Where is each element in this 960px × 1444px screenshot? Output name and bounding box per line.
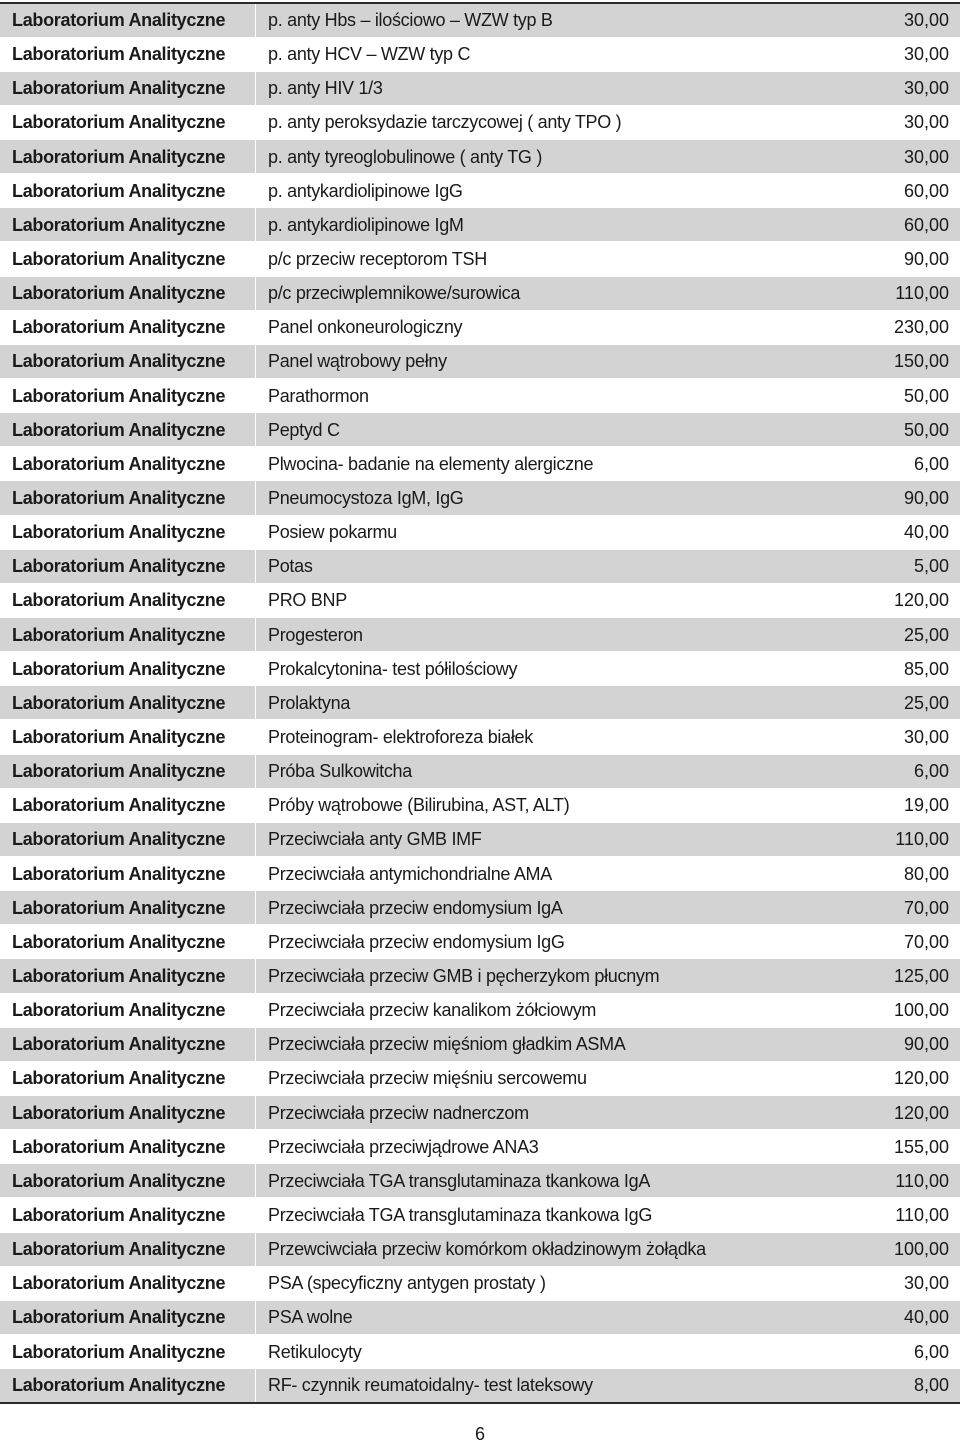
table-row: [0, 686, 960, 720]
laboratory-name-cell: Laboratorium Analityczne: [0, 1232, 256, 1266]
table-row: [0, 549, 960, 583]
price-cell: 40,00: [868, 1300, 960, 1334]
price-cell: 8,00: [868, 1369, 960, 1403]
price-cell: 100,00: [868, 1232, 960, 1266]
test-name-cell: Przeciwciała TGA transglutaminaza tkankowa IgG: [256, 1198, 869, 1232]
price-cell: 70,00: [868, 925, 960, 959]
price-cell: 5,00: [868, 549, 960, 583]
table-row: [0, 1232, 960, 1266]
laboratory-name-cell: Laboratorium Analityczne: [0, 549, 256, 583]
laboratory-name-cell: Laboratorium Analityczne: [0, 583, 256, 617]
table-row: [0, 1198, 960, 1232]
test-name-cell: Przeciwciała przeciw GMB i pęcherzykom płucnym: [256, 959, 869, 993]
laboratory-name-cell: Laboratorium Analityczne: [0, 891, 256, 925]
test-name-cell: Przeciwciała przeciw endomysium IgG: [256, 925, 869, 959]
laboratory-name-cell: Laboratorium Analityczne: [0, 1061, 256, 1095]
price-cell: 30,00: [868, 105, 960, 139]
test-name-cell: p. anty peroksydazie tarczycowej ( anty TPO ): [256, 105, 869, 139]
test-name-cell: Próba Sulkowitcha: [256, 754, 869, 788]
test-name-cell: RF- czynnik reumatoidalny- test lateksowy: [256, 1369, 869, 1403]
table-row: [0, 413, 960, 447]
price-cell: 30,00: [868, 720, 960, 754]
test-name-cell: Przeciwciała przeciw kanalikom żółciowym: [256, 993, 869, 1027]
test-name-cell: Panel onkoneurologiczny: [256, 310, 869, 344]
test-name-cell: Posiew pokarmu: [256, 515, 869, 549]
laboratory-name-cell: Laboratorium Analityczne: [0, 174, 256, 208]
test-name-cell: p. antykardiolipinowe IgG: [256, 174, 869, 208]
price-cell: 40,00: [868, 515, 960, 549]
test-name-cell: Przeciwciała przeciw mięśniu sercowemu: [256, 1061, 869, 1095]
test-name-cell: Potas: [256, 549, 869, 583]
test-name-cell: Retikulocyty: [256, 1334, 869, 1368]
test-name-cell: Przewciwciała przeciw komórkom okładzinowym żołądka: [256, 1232, 869, 1266]
price-cell: 100,00: [868, 993, 960, 1027]
table-row: [0, 276, 960, 310]
table-row: [0, 71, 960, 105]
table-row: [0, 515, 960, 549]
table-row: [0, 140, 960, 174]
laboratory-name-cell: Laboratorium Analityczne: [0, 37, 256, 71]
table-row: [0, 481, 960, 515]
price-list-table: [0, 2, 960, 1404]
page-number: 6: [474, 1424, 485, 1444]
table-row: [0, 37, 960, 71]
table-row: [0, 1164, 960, 1198]
laboratory-name-cell: Laboratorium Analityczne: [0, 481, 256, 515]
laboratory-name-cell: Laboratorium Analityczne: [0, 618, 256, 652]
laboratory-name-cell: Laboratorium Analityczne: [0, 1130, 256, 1164]
table-row: [0, 857, 960, 891]
table-row: [0, 583, 960, 617]
table-row: [0, 891, 960, 925]
laboratory-name-cell: Laboratorium Analityczne: [0, 105, 256, 139]
test-name-cell: Progesteron: [256, 618, 869, 652]
test-name-cell: Próby wątrobowe (Bilirubina, AST, ALT): [256, 788, 869, 822]
test-name-cell: PSA (specyficzny antygen prostaty ): [256, 1266, 869, 1300]
table-row: [0, 447, 960, 481]
table-row: [0, 788, 960, 822]
laboratory-name-cell: Laboratorium Analityczne: [0, 140, 256, 174]
laboratory-name-cell: Laboratorium Analityczne: [0, 1266, 256, 1300]
test-name-cell: p. anty Hbs – ilościowo – WZW typ B: [256, 3, 869, 37]
test-name-cell: p/c przeciw receptorom TSH: [256, 242, 869, 276]
test-name-cell: Parathormon: [256, 379, 869, 413]
laboratory-name-cell: Laboratorium Analityczne: [0, 1300, 256, 1334]
test-name-cell: Proteinogram- elektroforeza białek: [256, 720, 869, 754]
test-name-cell: Przeciwciała antymichondrialne AMA: [256, 857, 869, 891]
test-name-cell: Prokalcytonina- test półilościowy: [256, 652, 869, 686]
laboratory-name-cell: Laboratorium Analityczne: [0, 71, 256, 105]
laboratory-name-cell: Laboratorium Analityczne: [0, 686, 256, 720]
table-row: [0, 105, 960, 139]
price-cell: 110,00: [868, 276, 960, 310]
laboratory-name-cell: Laboratorium Analityczne: [0, 379, 256, 413]
test-name-cell: p. anty tyreoglobulinowe ( anty TG ): [256, 140, 869, 174]
laboratory-name-cell: Laboratorium Analityczne: [0, 1164, 256, 1198]
table-row: [0, 208, 960, 242]
laboratory-name-cell: Laboratorium Analityczne: [0, 3, 256, 37]
laboratory-name-cell: Laboratorium Analityczne: [0, 242, 256, 276]
test-name-cell: PSA wolne: [256, 1300, 869, 1334]
price-cell: 85,00: [868, 652, 960, 686]
price-cell: 30,00: [868, 1266, 960, 1300]
price-cell: 50,00: [868, 379, 960, 413]
test-name-cell: p/c przeciwplemnikowe/surowica: [256, 276, 869, 310]
price-cell: 90,00: [868, 242, 960, 276]
price-cell: 120,00: [868, 583, 960, 617]
laboratory-name-cell: Laboratorium Analityczne: [0, 720, 256, 754]
price-cell: 60,00: [868, 174, 960, 208]
table-row: [0, 1027, 960, 1061]
price-cell: 120,00: [868, 1061, 960, 1095]
price-cell: 30,00: [868, 3, 960, 37]
table-row: [0, 3, 960, 37]
price-cell: 230,00: [868, 310, 960, 344]
test-name-cell: Przeciwciała przeciwjądrowe ANA3: [256, 1130, 869, 1164]
table-row: [0, 310, 960, 344]
laboratory-name-cell: Laboratorium Analityczne: [0, 1096, 256, 1130]
table-row: [0, 720, 960, 754]
table-row: [0, 1334, 960, 1368]
table-row: [0, 925, 960, 959]
table-row: [0, 754, 960, 788]
table-row: [0, 959, 960, 993]
table-row: [0, 379, 960, 413]
laboratory-name-cell: Laboratorium Analityczne: [0, 310, 256, 344]
table-row: [0, 1130, 960, 1164]
laboratory-name-cell: Laboratorium Analityczne: [0, 822, 256, 856]
test-name-cell: PRO BNP: [256, 583, 869, 617]
price-cell: 110,00: [868, 1198, 960, 1232]
laboratory-name-cell: Laboratorium Analityczne: [0, 447, 256, 481]
table-row: [0, 174, 960, 208]
price-cell: 90,00: [868, 1027, 960, 1061]
test-name-cell: p. anty HIV 1/3: [256, 71, 869, 105]
table-row: [0, 652, 960, 686]
test-name-cell: Pneumocystoza IgM, IgG: [256, 481, 869, 515]
price-list-body: [0, 3, 960, 1403]
price-cell: 30,00: [868, 37, 960, 71]
price-cell: 120,00: [868, 1096, 960, 1130]
price-cell: 70,00: [868, 891, 960, 925]
price-cell: 30,00: [868, 140, 960, 174]
laboratory-name-cell: Laboratorium Analityczne: [0, 515, 256, 549]
table-row: [0, 1266, 960, 1300]
price-cell: 25,00: [868, 686, 960, 720]
laboratory-name-cell: Laboratorium Analityczne: [0, 993, 256, 1027]
test-name-cell: Przeciwciała TGA transglutaminaza tkankowa IgA: [256, 1164, 869, 1198]
laboratory-name-cell: Laboratorium Analityczne: [0, 925, 256, 959]
table-row: [0, 1369, 960, 1403]
test-name-cell: Przeciwciała przeciw endomysium IgA: [256, 891, 869, 925]
test-name-cell: Przeciwciała przeciw mięśniom gładkim ASMA: [256, 1027, 869, 1061]
laboratory-name-cell: Laboratorium Analityczne: [0, 754, 256, 788]
price-cell: 155,00: [868, 1130, 960, 1164]
laboratory-name-cell: Laboratorium Analityczne: [0, 788, 256, 822]
laboratory-name-cell: Laboratorium Analityczne: [0, 1334, 256, 1368]
laboratory-name-cell: Laboratorium Analityczne: [0, 652, 256, 686]
table-row: [0, 1300, 960, 1334]
laboratory-name-cell: Laboratorium Analityczne: [0, 413, 256, 447]
table-row: [0, 1061, 960, 1095]
laboratory-name-cell: Laboratorium Analityczne: [0, 1369, 256, 1403]
price-cell: 110,00: [868, 1164, 960, 1198]
table-row: [0, 1096, 960, 1130]
test-name-cell: Plwocina- badanie na elementy alergiczne: [256, 447, 869, 481]
price-cell: 60,00: [868, 208, 960, 242]
price-cell: 110,00: [868, 822, 960, 856]
test-name-cell: Przeciwciała anty GMB IMF: [256, 822, 869, 856]
price-cell: 6,00: [868, 447, 960, 481]
laboratory-name-cell: Laboratorium Analityczne: [0, 1198, 256, 1232]
price-cell: 6,00: [868, 1334, 960, 1368]
laboratory-name-cell: Laboratorium Analityczne: [0, 208, 256, 242]
price-cell: 30,00: [868, 71, 960, 105]
table-row: [0, 618, 960, 652]
price-cell: 19,00: [868, 788, 960, 822]
laboratory-name-cell: Laboratorium Analityczne: [0, 1027, 256, 1061]
price-cell: 25,00: [868, 618, 960, 652]
table-row: [0, 242, 960, 276]
test-name-cell: p. anty HCV – WZW typ C: [256, 37, 869, 71]
test-name-cell: Peptyd C: [256, 413, 869, 447]
table-row: [0, 344, 960, 378]
test-name-cell: Panel wątrobowy pełny: [256, 344, 869, 378]
test-name-cell: p. antykardiolipinowe IgM: [256, 208, 869, 242]
price-cell: 6,00: [868, 754, 960, 788]
table-row: [0, 993, 960, 1027]
price-cell: 125,00: [868, 959, 960, 993]
laboratory-name-cell: Laboratorium Analityczne: [0, 857, 256, 891]
test-name-cell: Przeciwciała przeciw nadnerczom: [256, 1096, 869, 1130]
price-cell: 150,00: [868, 344, 960, 378]
laboratory-name-cell: Laboratorium Analityczne: [0, 276, 256, 310]
laboratory-name-cell: Laboratorium Analityczne: [0, 959, 256, 993]
test-name-cell: Prolaktyna: [256, 686, 869, 720]
price-cell: 90,00: [868, 481, 960, 515]
price-cell: 50,00: [868, 413, 960, 447]
table-row: [0, 822, 960, 856]
price-cell: 80,00: [868, 857, 960, 891]
laboratory-name-cell: Laboratorium Analityczne: [0, 344, 256, 378]
